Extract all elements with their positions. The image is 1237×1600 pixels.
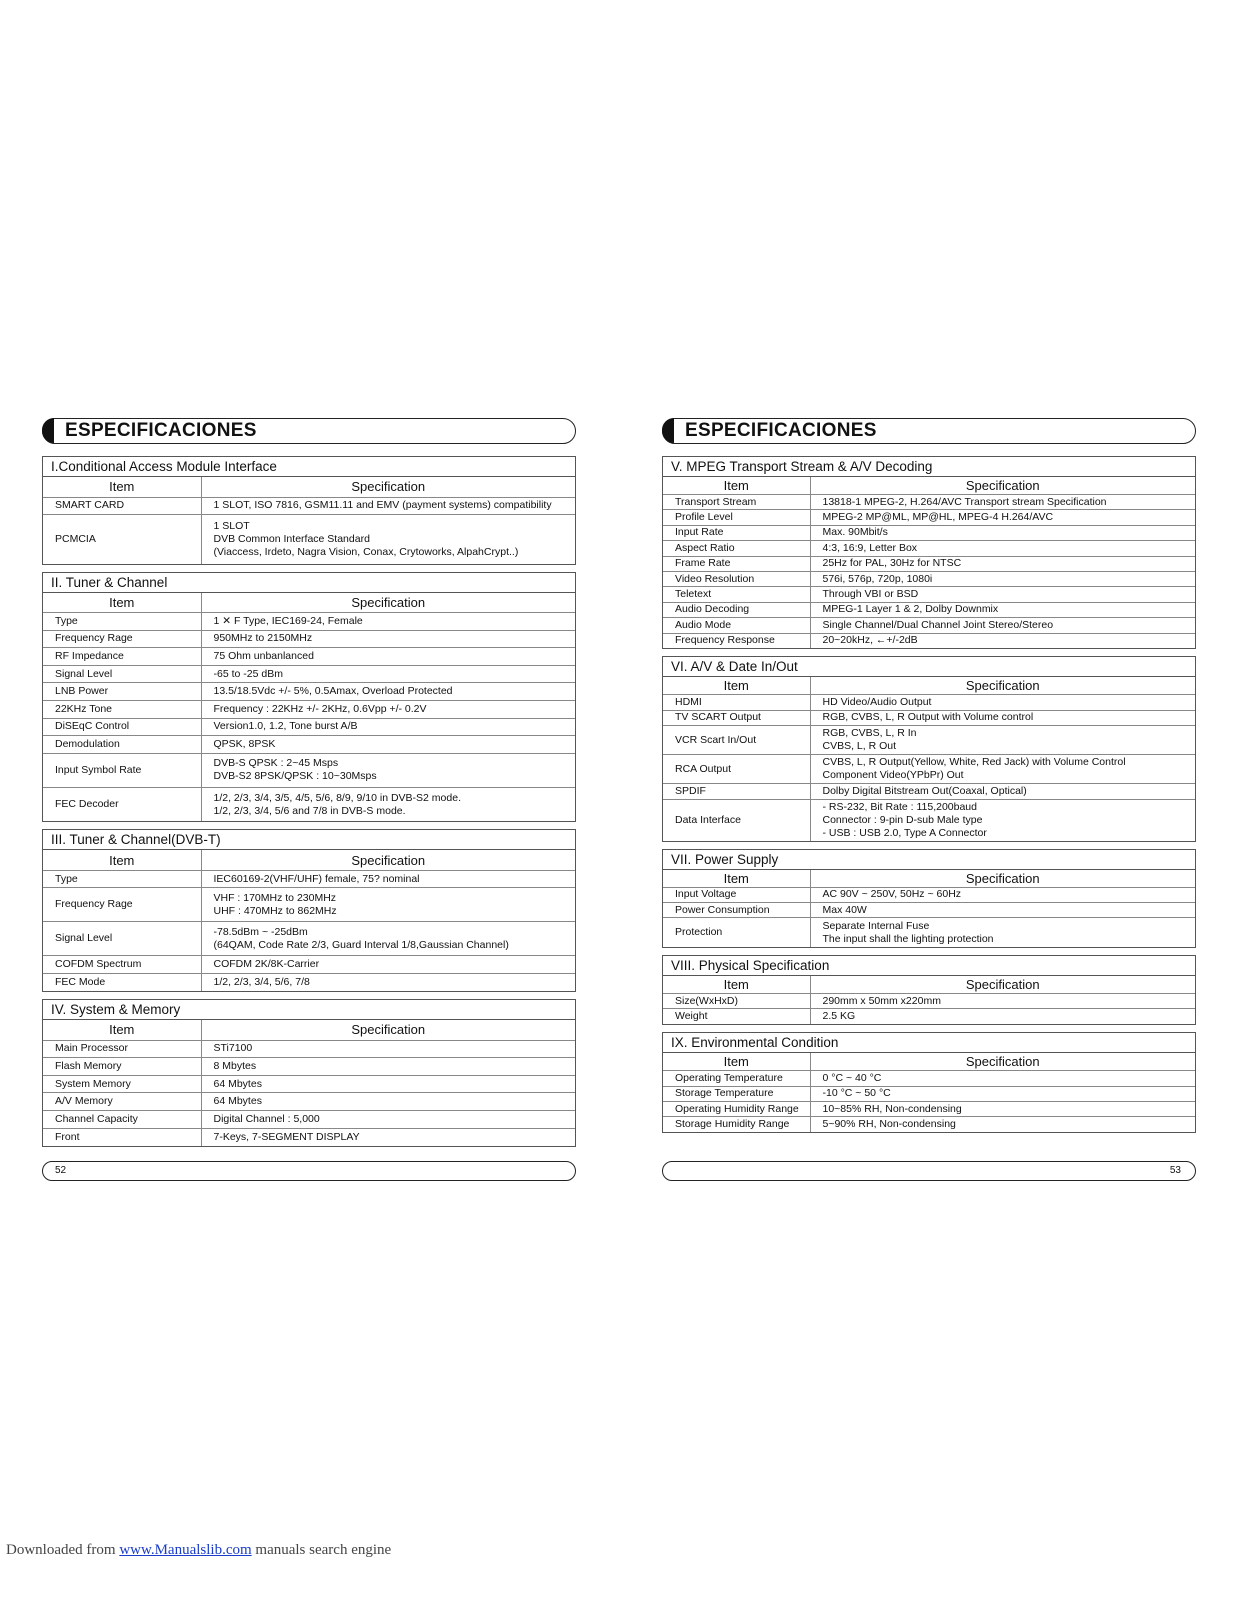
specification-cell: 64 Mbytes bbox=[201, 1093, 575, 1111]
table-row bbox=[43, 648, 575, 666]
page-title: ESPECIFICACIONES bbox=[685, 420, 877, 441]
specification-cell: QPSK, 8PSK bbox=[201, 736, 575, 754]
spec-table bbox=[663, 976, 1195, 1024]
item-cell: Size(WxHxD) bbox=[663, 993, 810, 1008]
item-cell: Flash Memory bbox=[43, 1058, 201, 1076]
table-row bbox=[663, 755, 1195, 784]
column-header-item: Item bbox=[43, 1020, 201, 1040]
column-header-specification: Specification bbox=[810, 870, 1195, 888]
specification-cell: Dolby Digital Bitstream Out(Coaxal, Optical) bbox=[810, 784, 1195, 799]
section-title: VI. A/V & Date In/Out bbox=[663, 657, 1195, 677]
page-title: ESPECIFICACIONES bbox=[65, 420, 257, 441]
item-cell: Type bbox=[43, 870, 201, 888]
item-cell: Input Symbol Rate bbox=[43, 753, 201, 787]
specification-cell: MPEG-2 MP@ML, MP@HL, MPEG-4 H.264/AVC bbox=[810, 510, 1195, 525]
spec-section bbox=[662, 849, 1196, 948]
spec-table bbox=[43, 593, 575, 822]
table-row bbox=[43, 736, 575, 754]
table-row bbox=[43, 1040, 575, 1058]
specification-cell: 1/2, 2/3, 3/4, 5/6, 7/8 bbox=[213, 976, 310, 989]
item-cell: Demodulation bbox=[43, 736, 201, 754]
table-row bbox=[663, 525, 1195, 540]
item-cell: Weight bbox=[663, 1009, 810, 1024]
table-header-row bbox=[663, 677, 1195, 695]
table-header-row bbox=[43, 593, 575, 613]
specification-cell: 13818-1 MPEG-2, H.264/AVC Transport stream Specification bbox=[810, 495, 1195, 510]
spec-section bbox=[42, 456, 576, 565]
page-left bbox=[42, 418, 576, 1154]
table-row bbox=[43, 701, 575, 719]
table-header-row bbox=[43, 850, 575, 870]
table-row bbox=[43, 870, 575, 888]
title-banner bbox=[662, 418, 1196, 444]
table-row bbox=[663, 602, 1195, 617]
spec-table bbox=[663, 477, 1195, 648]
table-row bbox=[663, 633, 1195, 648]
column-header-specification: Specification bbox=[810, 677, 1195, 695]
item-cell: DiSEqC Control bbox=[43, 718, 201, 736]
specification-cell: 1/2, 2/3, 3/4, 3/5, 4/5, 5/6, 8/9, 9/10 in DVB-S2 mode. 1/2, 2/3, 3/4, 5/6 and 7/8 in DVB-S mode. bbox=[213, 791, 461, 817]
table-header-row bbox=[43, 477, 575, 497]
specification-cell: Max. 90Mbit/s bbox=[810, 525, 1195, 540]
table-row bbox=[663, 587, 1195, 602]
table-header-row bbox=[663, 870, 1195, 888]
specification-cell: - RS-232, Bit Rate : 115,200baud Connector : 9-pin D-sub Male type - USB : USB 2.0, Type A Connector bbox=[822, 800, 987, 839]
specification-cell: 75 Ohm unbanlanced bbox=[201, 648, 575, 666]
specification-cell: COFDM 2K/8K-Carrier bbox=[201, 956, 575, 974]
specification-cell: STi7100 bbox=[201, 1040, 575, 1058]
specification-cell: Version1.0, 1.2, Tone burst A/B bbox=[201, 718, 575, 736]
item-cell: Channel Capacity bbox=[43, 1111, 201, 1129]
table-row bbox=[43, 613, 575, 631]
item-cell: HDMI bbox=[663, 695, 810, 710]
table-row bbox=[43, 753, 575, 787]
specification-cell: RGB, CVBS, L, R In CVBS, L, R Out bbox=[810, 726, 1195, 755]
table-row bbox=[43, 497, 575, 515]
spec-sections bbox=[662, 456, 1196, 1133]
table-row bbox=[663, 710, 1195, 725]
table-row bbox=[43, 1075, 575, 1093]
item-cell: Signal Level bbox=[43, 665, 201, 683]
specification-cell: Frequency : 22KHz +/- 2KHz, 0.6Vpp +/- 0.2V bbox=[201, 701, 575, 719]
spec-section bbox=[42, 572, 576, 823]
section-title: V. MPEG Transport Stream & A/V Decoding bbox=[663, 457, 1195, 477]
item-cell: SMART CARD bbox=[43, 497, 201, 515]
item-cell: Power Consumption bbox=[663, 902, 810, 917]
specification-cell: IEC60169-2(VHF/UHF) female, 75? nominal bbox=[201, 870, 575, 888]
column-header-specification: Specification bbox=[201, 1020, 575, 1040]
spec-section bbox=[662, 656, 1196, 841]
item-cell: Audio Decoding bbox=[663, 602, 810, 617]
specification-cell: Digital Channel : 5,000 bbox=[201, 1111, 575, 1129]
column-header-item: Item bbox=[663, 677, 810, 695]
spec-table bbox=[663, 677, 1195, 840]
table-row bbox=[663, 571, 1195, 586]
table-row bbox=[43, 974, 575, 992]
page-right bbox=[662, 418, 1196, 1140]
table-row bbox=[43, 956, 575, 974]
title-banner bbox=[42, 418, 576, 444]
item-cell: Video Resolution bbox=[663, 571, 810, 586]
specification-cell: CVBS, L, R Output(Yellow, White, Red Jack) with Volume Control Component Video(YPbPr) Out bbox=[810, 755, 1195, 784]
table-row bbox=[663, 541, 1195, 556]
item-cell: RF Impedance bbox=[43, 648, 201, 666]
specification-cell: 2.5 KG bbox=[822, 1010, 856, 1023]
table-row bbox=[43, 1093, 575, 1111]
item-cell: Storage Humidity Range bbox=[663, 1117, 810, 1132]
specification-cell: 950MHz to 2150MHz bbox=[201, 630, 575, 648]
spec-table bbox=[43, 477, 575, 564]
table-row bbox=[43, 1058, 575, 1076]
table-row bbox=[663, 726, 1195, 755]
item-cell: Data Interface bbox=[663, 799, 810, 841]
specification-cell: MPEG-1 Layer 1 & 2, Dolby Downmix bbox=[810, 602, 1195, 617]
item-cell: Frame Rate bbox=[663, 556, 810, 571]
specification-cell: RGB, CVBS, L, R Output with Volume control bbox=[810, 710, 1195, 725]
section-title: IV. System & Memory bbox=[43, 1000, 575, 1020]
footer-right bbox=[662, 1161, 1196, 1181]
table-row bbox=[663, 918, 1195, 947]
table-row bbox=[663, 784, 1195, 799]
manualslib-link[interactable]: www.Manualslib.com bbox=[119, 1542, 252, 1558]
item-cell: Aspect Ratio bbox=[663, 541, 810, 556]
table-row bbox=[663, 993, 1195, 1008]
column-header-item: Item bbox=[663, 870, 810, 888]
specification-cell: -10 °C ~ 50 °C bbox=[810, 1086, 1195, 1101]
item-cell: Operating Temperature bbox=[663, 1071, 810, 1086]
section-title: II. Tuner & Channel bbox=[43, 573, 575, 593]
table-row bbox=[663, 510, 1195, 525]
section-title: IX. Environmental Condition bbox=[663, 1033, 1195, 1053]
item-cell: 22KHz Tone bbox=[43, 701, 201, 719]
table-row bbox=[43, 683, 575, 701]
table-row bbox=[663, 556, 1195, 571]
table-row bbox=[663, 495, 1195, 510]
column-header-specification: Specification bbox=[810, 976, 1195, 994]
table-row bbox=[663, 1117, 1195, 1132]
page-number: 52 bbox=[55, 1165, 67, 1176]
item-cell: Storage Temperature bbox=[663, 1086, 810, 1101]
spec-table bbox=[663, 1053, 1195, 1132]
item-cell: A/V Memory bbox=[43, 1093, 201, 1111]
table-header-row bbox=[663, 976, 1195, 994]
table-row bbox=[43, 665, 575, 683]
specification-cell: DVB-S QPSK : 2~45 Msps DVB-S2 8PSK/QPSK : 10~30Msps bbox=[201, 753, 575, 787]
item-cell: System Memory bbox=[43, 1075, 201, 1093]
column-header-item: Item bbox=[43, 477, 201, 497]
table-row bbox=[43, 515, 575, 564]
specification-cell: VHF : 170MHz to 230MHz UHF : 470MHz to 862MHz bbox=[201, 888, 575, 922]
banner-tab bbox=[42, 418, 54, 443]
specification-cell: Max 40W bbox=[810, 902, 1195, 917]
spec-section bbox=[662, 955, 1196, 1025]
specification-cell: -78.5dBm ~ -25dBm (64QAM, Code Rate 2/3, Guard Interval 1/8,Gaussian Channel) bbox=[201, 922, 575, 956]
spec-section bbox=[42, 999, 576, 1147]
specification-cell: 576i, 576p, 720p, 1080i bbox=[810, 571, 1195, 586]
item-cell: Teletext bbox=[663, 587, 810, 602]
table-row bbox=[663, 1071, 1195, 1086]
specification-cell: Separate Internal Fuse The input shall the lighting protection bbox=[822, 919, 994, 945]
specification-cell: 1 SLOT DVB Common Interface Standard (Viaccess, Irdeto, Nagra Vision, Conax, Crytoworks, AlpahCrypt..) bbox=[213, 519, 519, 558]
footer-left bbox=[42, 1161, 576, 1181]
table-row bbox=[663, 1086, 1195, 1101]
specification-cell: 1 ✕ F Type, IEC169-24, Female bbox=[201, 613, 575, 631]
spec-table bbox=[663, 870, 1195, 947]
table-row bbox=[43, 922, 575, 956]
item-cell: Main Processor bbox=[43, 1040, 201, 1058]
page-number: 53 bbox=[1169, 1165, 1181, 1176]
banner-tab bbox=[662, 418, 674, 443]
column-header-specification: Specification bbox=[201, 850, 575, 870]
item-cell: Transport Stream bbox=[663, 495, 810, 510]
table-row bbox=[663, 1009, 1195, 1024]
item-cell: Audio Mode bbox=[663, 618, 810, 633]
table-row bbox=[43, 888, 575, 922]
download-prefix: Downloaded from bbox=[6, 1542, 120, 1558]
item-cell: Frequency Rage bbox=[43, 888, 201, 922]
spec-section bbox=[662, 456, 1196, 649]
section-title: VII. Power Supply bbox=[663, 850, 1195, 870]
table-row bbox=[43, 787, 575, 821]
item-cell: FEC Decoder bbox=[43, 787, 201, 821]
spec-section bbox=[42, 829, 576, 992]
specification-cell: HD Video/Audio Output bbox=[810, 695, 1195, 710]
table-row bbox=[663, 618, 1195, 633]
table-header-row bbox=[663, 477, 1195, 495]
specification-cell: 20~20kHz, ←+/-2dB bbox=[822, 634, 918, 647]
column-header-item: Item bbox=[43, 593, 201, 613]
specification-cell: 25Hz for PAL, 30Hz for NTSC bbox=[810, 556, 1195, 571]
section-title: III. Tuner & Channel(DVB-T) bbox=[43, 830, 575, 850]
specification-cell: 1 SLOT, ISO 7816, GSM11.11 and EMV (payment systems) compatibility bbox=[201, 497, 575, 515]
column-header-item: Item bbox=[663, 976, 810, 994]
item-cell: Profile Level bbox=[663, 510, 810, 525]
download-suffix: manuals search engine bbox=[251, 1542, 392, 1558]
specification-cell: 4:3, 16:9, Letter Box bbox=[810, 541, 1195, 556]
table-row bbox=[663, 1101, 1195, 1116]
item-cell: RCA Output bbox=[663, 755, 810, 784]
item-cell: LNB Power bbox=[43, 683, 201, 701]
specification-cell: 10~85% RH, Non-condensing bbox=[810, 1101, 1195, 1116]
item-cell: Operating Humidity Range bbox=[663, 1101, 810, 1116]
table-row bbox=[663, 799, 1195, 841]
item-cell: FEC Mode bbox=[43, 974, 201, 992]
specification-cell: AC 90V ~ 250V, 50Hz ~ 60Hz bbox=[810, 887, 1195, 902]
section-title: VIII. Physical Specification bbox=[663, 956, 1195, 976]
item-cell: Input Rate bbox=[663, 525, 810, 540]
spec-table bbox=[43, 1020, 575, 1146]
column-header-item: Item bbox=[43, 850, 201, 870]
item-cell: SPDIF bbox=[663, 784, 810, 799]
spec-sections bbox=[42, 456, 576, 1147]
item-cell: Signal Level bbox=[43, 922, 201, 956]
table-row bbox=[663, 887, 1195, 902]
item-cell: Frequency Response bbox=[663, 633, 810, 648]
item-cell: TV SCART Output bbox=[663, 710, 810, 725]
column-header-specification: Specification bbox=[201, 593, 575, 613]
column-header-specification: Specification bbox=[810, 477, 1195, 495]
specification-cell: 290mm x 50mm x220mm bbox=[810, 993, 1195, 1008]
specification-cell: 5~90% RH, Non-condensing bbox=[822, 1118, 956, 1131]
table-row bbox=[43, 718, 575, 736]
column-header-specification: Specification bbox=[810, 1053, 1195, 1071]
specification-cell: 8 Mbytes bbox=[201, 1058, 575, 1076]
item-cell: VCR Scart In/Out bbox=[663, 726, 810, 755]
table-header-row bbox=[663, 1053, 1195, 1071]
column-header-item: Item bbox=[663, 1053, 810, 1071]
specification-cell: 64 Mbytes bbox=[201, 1075, 575, 1093]
item-cell: COFDM Spectrum bbox=[43, 956, 201, 974]
table-header-row bbox=[43, 1020, 575, 1040]
item-cell: Front bbox=[43, 1128, 201, 1146]
specification-cell: Single Channel/Dual Channel Joint Stereo/Stereo bbox=[810, 618, 1195, 633]
table-row bbox=[43, 1111, 575, 1129]
download-notice bbox=[6, 1542, 391, 1559]
item-cell: Protection bbox=[663, 918, 810, 947]
specification-cell: 13.5/18.5Vdc +/- 5%, 0.5Amax, Overload Protected bbox=[201, 683, 575, 701]
section-title: I.Conditional Access Module Interface bbox=[43, 457, 575, 477]
item-cell: Frequency Rage bbox=[43, 630, 201, 648]
table-row bbox=[663, 695, 1195, 710]
column-header-specification: Specification bbox=[201, 477, 575, 497]
specification-cell: Through VBI or BSD bbox=[810, 587, 1195, 602]
spec-table bbox=[43, 850, 575, 991]
specification-cell: -65 to -25 dBm bbox=[201, 665, 575, 683]
item-cell: Input Voltage bbox=[663, 887, 810, 902]
specification-cell: 0 °C ~ 40 °C bbox=[810, 1071, 1195, 1086]
spec-section bbox=[662, 1032, 1196, 1133]
column-header-item: Item bbox=[663, 477, 810, 495]
table-row bbox=[43, 630, 575, 648]
table-row bbox=[43, 1128, 575, 1146]
item-cell: Type bbox=[43, 613, 201, 631]
specification-cell: 7-Keys, 7-SEGMENT DISPLAY bbox=[213, 1130, 360, 1143]
table-row bbox=[663, 902, 1195, 917]
item-cell: PCMCIA bbox=[43, 515, 201, 564]
